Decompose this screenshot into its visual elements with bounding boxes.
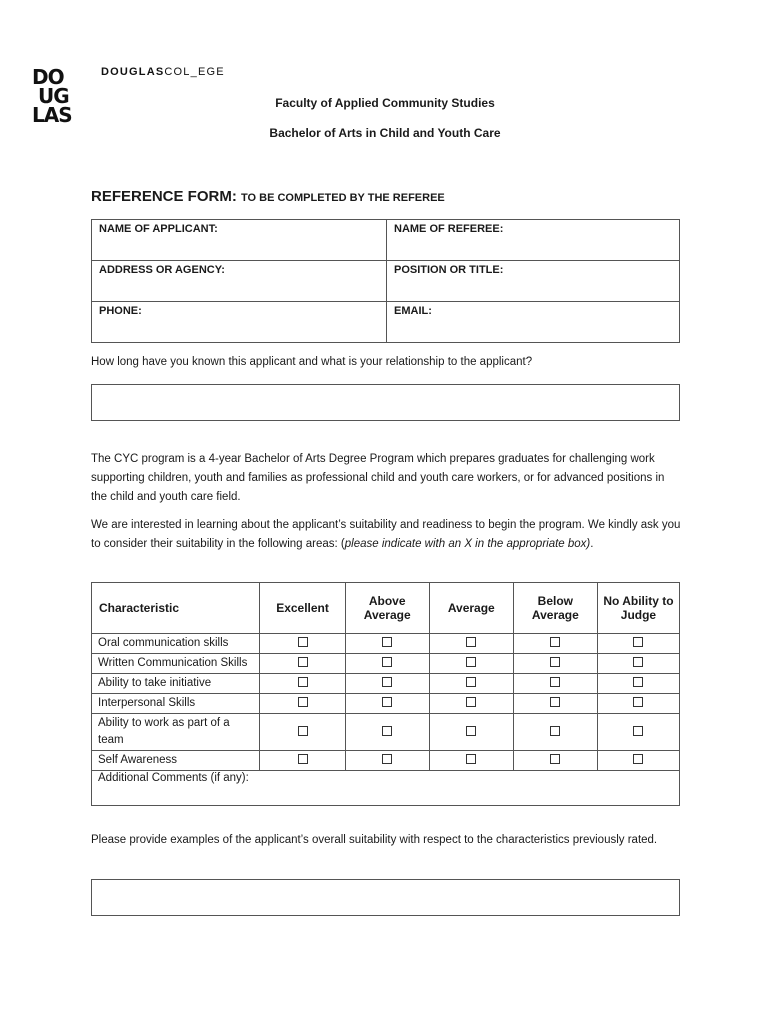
applicant-info-table [91,219,680,343]
checkbox[interactable] [382,697,392,707]
logo-row: UG [38,84,69,108]
checkbox[interactable] [466,677,476,687]
table-row [92,654,680,674]
rating-cell [597,674,679,694]
rating-cell [260,654,345,674]
table-row [92,751,680,771]
rating-cell [429,694,513,714]
characteristic-label: Written Communication Skills [92,654,260,674]
examples-prompt: Please provide examples of the applicant’s overall suitability with respect to the characteristics previously rated. [91,834,658,846]
applicant-name-field[interactable] [92,220,387,261]
relationship-answer-box[interactable] [91,384,680,421]
position-label: POSITION OR TITLE: [394,264,504,276]
rating-cell [597,714,679,751]
rating-cell [260,674,345,694]
rating-cell [513,634,597,654]
checkbox[interactable] [633,697,643,707]
rating-cell [260,694,345,714]
checkbox[interactable] [550,677,560,687]
checkbox[interactable] [466,726,476,736]
checkbox[interactable] [466,637,476,647]
rating-cell [260,751,345,771]
rating-cell [345,634,429,654]
rating-cell [429,714,513,751]
checkbox[interactable] [382,657,392,667]
table-row [92,694,680,714]
checkbox[interactable] [550,697,560,707]
rating-cell [513,654,597,674]
rating-cell [345,751,429,771]
checkbox[interactable] [298,697,308,707]
rating-cell [429,634,513,654]
rating-cell [260,634,345,654]
wordmark-rest: COL_EGE [164,66,225,78]
rating-cell [597,751,679,771]
checkbox[interactable] [550,657,560,667]
faculty-heading: Faculty of Applied Community Studies [275,96,495,110]
phone-field[interactable] [92,302,387,343]
wordmark-bold: DOUGLAS [101,66,165,78]
checkbox[interactable] [550,726,560,736]
instructions-end: . [590,538,594,550]
checkbox[interactable] [633,657,643,667]
checkbox[interactable] [298,637,308,647]
email-label: EMAIL: [394,305,432,317]
phone-label: PHONE: [99,305,142,317]
additional-comments-field[interactable] [92,771,680,806]
rating-cell [429,751,513,771]
checkbox[interactable] [633,754,643,764]
header-below-average: Below Average [513,583,597,634]
checkbox[interactable] [382,726,392,736]
checkbox[interactable] [382,637,392,647]
table-row [92,714,680,751]
logo-row: DO [32,65,64,89]
address-field[interactable] [92,261,387,302]
rating-cell [513,714,597,751]
examples-answer-box[interactable] [91,879,680,916]
rating-cell [513,751,597,771]
checkbox[interactable] [550,637,560,647]
additional-comments-label: Additional Comments (if any): [98,772,249,784]
table-row [92,674,680,694]
address-label: ADDRESS OR AGENCY: [99,264,225,276]
header-no-ability: No Ability to Judge [597,583,679,634]
checkbox[interactable] [466,754,476,764]
position-field[interactable] [387,261,680,302]
program-heading: Bachelor of Arts in Child and Youth Care [269,126,501,140]
checkbox[interactable] [466,697,476,707]
header-above-average: Above Average [345,583,429,634]
rating-cell [429,654,513,674]
characteristic-label: Self Awareness [92,751,260,771]
college-wordmark [101,66,225,78]
relationship-question: How long have you known this applicant and what is your relationship to the applicant? [91,356,533,368]
checkbox[interactable] [298,754,308,764]
header-characteristic: Characteristic [92,583,260,634]
referee-name-field[interactable] [387,220,680,261]
logo-row: LAS [32,103,72,127]
rating-cell [513,694,597,714]
checkbox[interactable] [550,754,560,764]
checkbox[interactable] [298,726,308,736]
rating-cell [260,714,345,751]
rating-cell [345,694,429,714]
rating-cell [513,674,597,694]
referee-name-label: NAME OF REFEREE: [394,223,504,235]
table-row [92,634,680,654]
instructions-paragraph [91,516,681,554]
checkbox[interactable] [633,726,643,736]
rating-cell [597,694,679,714]
applicant-name-label: NAME OF APPLICANT: [99,223,218,235]
characteristic-label: Interpersonal Skills [92,694,260,714]
rating-cell [429,674,513,694]
characteristic-label: Oral communication skills [92,634,260,654]
rating-cell [345,714,429,751]
rating-cell [345,654,429,674]
checkbox[interactable] [298,677,308,687]
instructions-italic: please indicate with an X in the appropriate box) [344,538,591,550]
program-description: The CYC program is a 4-year Bachelor of Arts Degree Program which prepares graduates for challenging work supporting children, youth and families as professional child and youth care workers, or for advanced positions in the child and youth care field. [91,453,665,503]
header-excellent: Excellent [260,583,345,634]
rating-cell [345,674,429,694]
form-title-sub: TO BE COMPLETED BY THE REFEREE [241,192,445,204]
instructions-text: We are interested in learning about the applicant’s suitability and readiness to begin the program. We kindly ask you to consider their suitability in the following areas: ( [91,519,681,550]
checkbox[interactable] [298,657,308,667]
rating-table [91,582,680,806]
header-average: Average [429,583,513,634]
rating-cell [597,634,679,654]
checkbox[interactable] [633,677,643,687]
checkbox[interactable] [633,637,643,647]
email-field[interactable] [387,302,680,343]
checkbox[interactable] [466,657,476,667]
checkbox[interactable] [382,677,392,687]
characteristic-label: Ability to work as part of a team [92,714,260,751]
form-title-main: REFERENCE FORM: [91,188,237,205]
characteristic-label: Ability to take initiative [92,674,260,694]
checkbox[interactable] [382,754,392,764]
form-title [91,188,445,205]
rating-cell [597,654,679,674]
